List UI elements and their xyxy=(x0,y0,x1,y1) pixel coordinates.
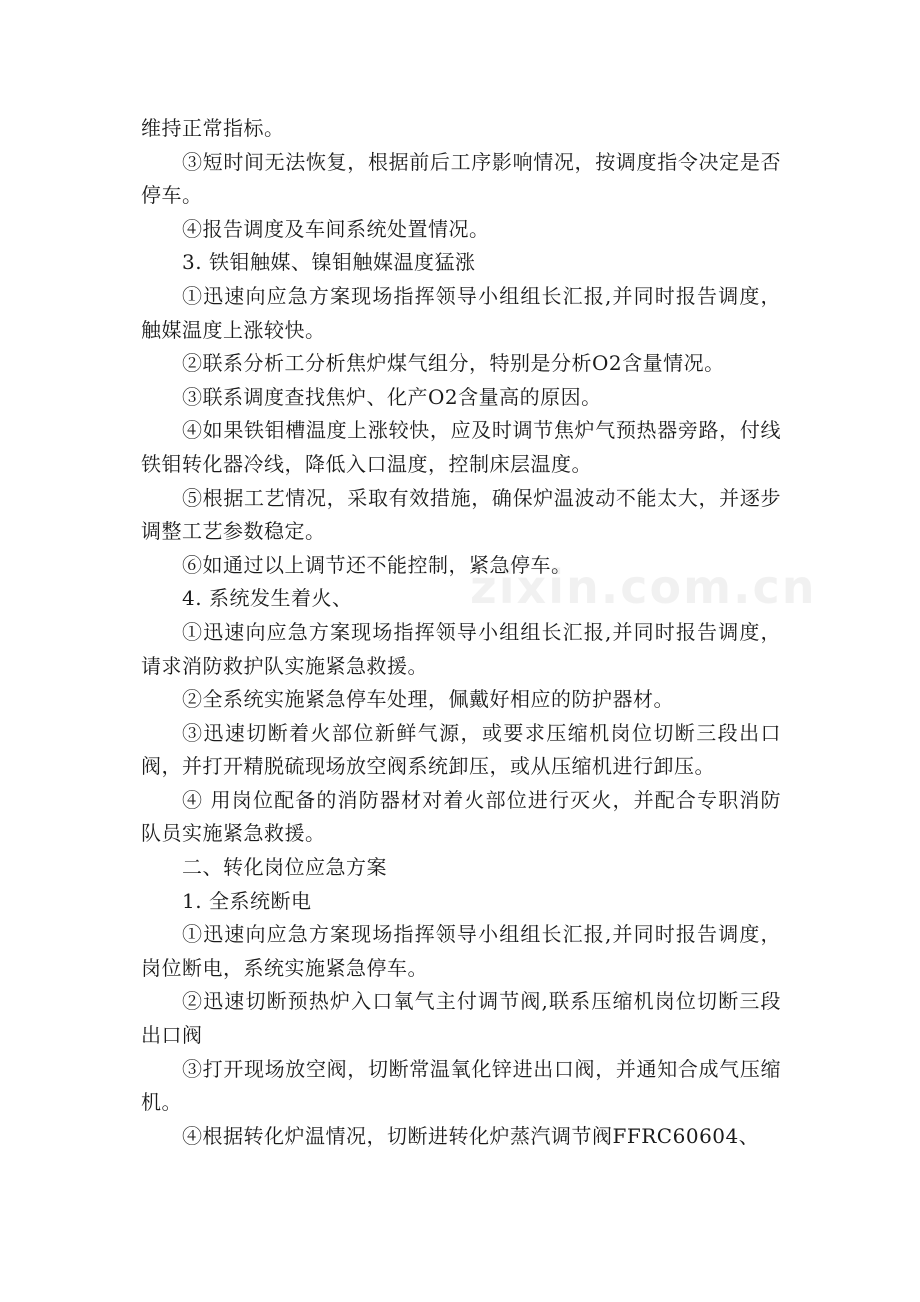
section-heading: 3. 铁钼触媒、镍钼触媒温度猛涨 xyxy=(182,250,476,275)
paragraph: ①迅速向应急方案现场指挥领导小组组长汇报,并同时报告调度，请求消防救护队实施紧急救援。 xyxy=(141,619,781,678)
paragraph: ⑤根据工艺情况，采取有效措施，确保炉温波动不能太大，并逐步调整工艺参数稳定。 xyxy=(141,485,781,544)
document-body xyxy=(141,112,781,1153)
paragraph: ③联系调度查找焦炉、化产O2含量高的原因。 xyxy=(182,384,602,409)
paragraph: ④如果铁钼槽温度上涨较快，应及时调节焦炉气预热器旁路，付线铁钼转化器冷线，降低入口温度，控制床层温度。 xyxy=(141,418,781,476)
section-heading: 4. 系统发生着火、 xyxy=(182,586,353,611)
paragraph: ④根据转化炉温情况，切断进转化炉蒸汽调节阀FFRC60604、 xyxy=(182,1123,760,1148)
paragraph: ①迅速向应急方案现场指挥领导小组组长汇报,并同时报告调度，岗位断电，系统实施紧急停车。 xyxy=(141,922,781,980)
section-heading: 1. 全系统断电 xyxy=(182,888,312,913)
paragraph: ③迅速切断着火部位新鲜气源，或要求压缩机岗位切断三段出口阀，并打开精脱硫现场放空阀系统卸压，或从压缩机进行卸压。 xyxy=(141,720,781,779)
paragraph: ④ 用岗位配备的消防器材对着火部位进行灭火，并配合专职消防队员实施紧急救援。 xyxy=(141,787,781,846)
paragraph: ④报告调度及车间系统处置情况。 xyxy=(182,216,490,241)
paragraph: ③短时间无法恢复，根据前后工序影响情况，按调度指令决定是否停车。 xyxy=(141,149,781,208)
paragraph: ②全系统实施紧急停车处理，佩戴好相应的防护器材。 xyxy=(182,687,674,712)
paragraph: ②联系分析工分析焦炉煤气组分，特别是分析O2含量情况。 xyxy=(182,351,725,376)
paragraph: ②迅速切断预热炉入口氧气主付调节阀,联系压缩机岗位切断三段出口阀 xyxy=(141,989,781,1048)
paragraph: ③打开现场放空阀，切断常温氧化锌进出口阀，并通知合成气压缩机。 xyxy=(141,1056,781,1115)
watermark: zixin.com.cn xyxy=(470,560,817,614)
chapter-heading: 二、转化岗位应急方案 xyxy=(182,855,387,880)
paragraph: ①迅速向应急方案现场指挥领导小组组长汇报,并同时报告调度，触媒温度上涨较快。 xyxy=(141,283,781,342)
paragraph: ⑥如通过以上调节还不能控制，紧急停车。 xyxy=(182,552,572,577)
paragraph: 维持正常指标。 xyxy=(141,116,285,140)
